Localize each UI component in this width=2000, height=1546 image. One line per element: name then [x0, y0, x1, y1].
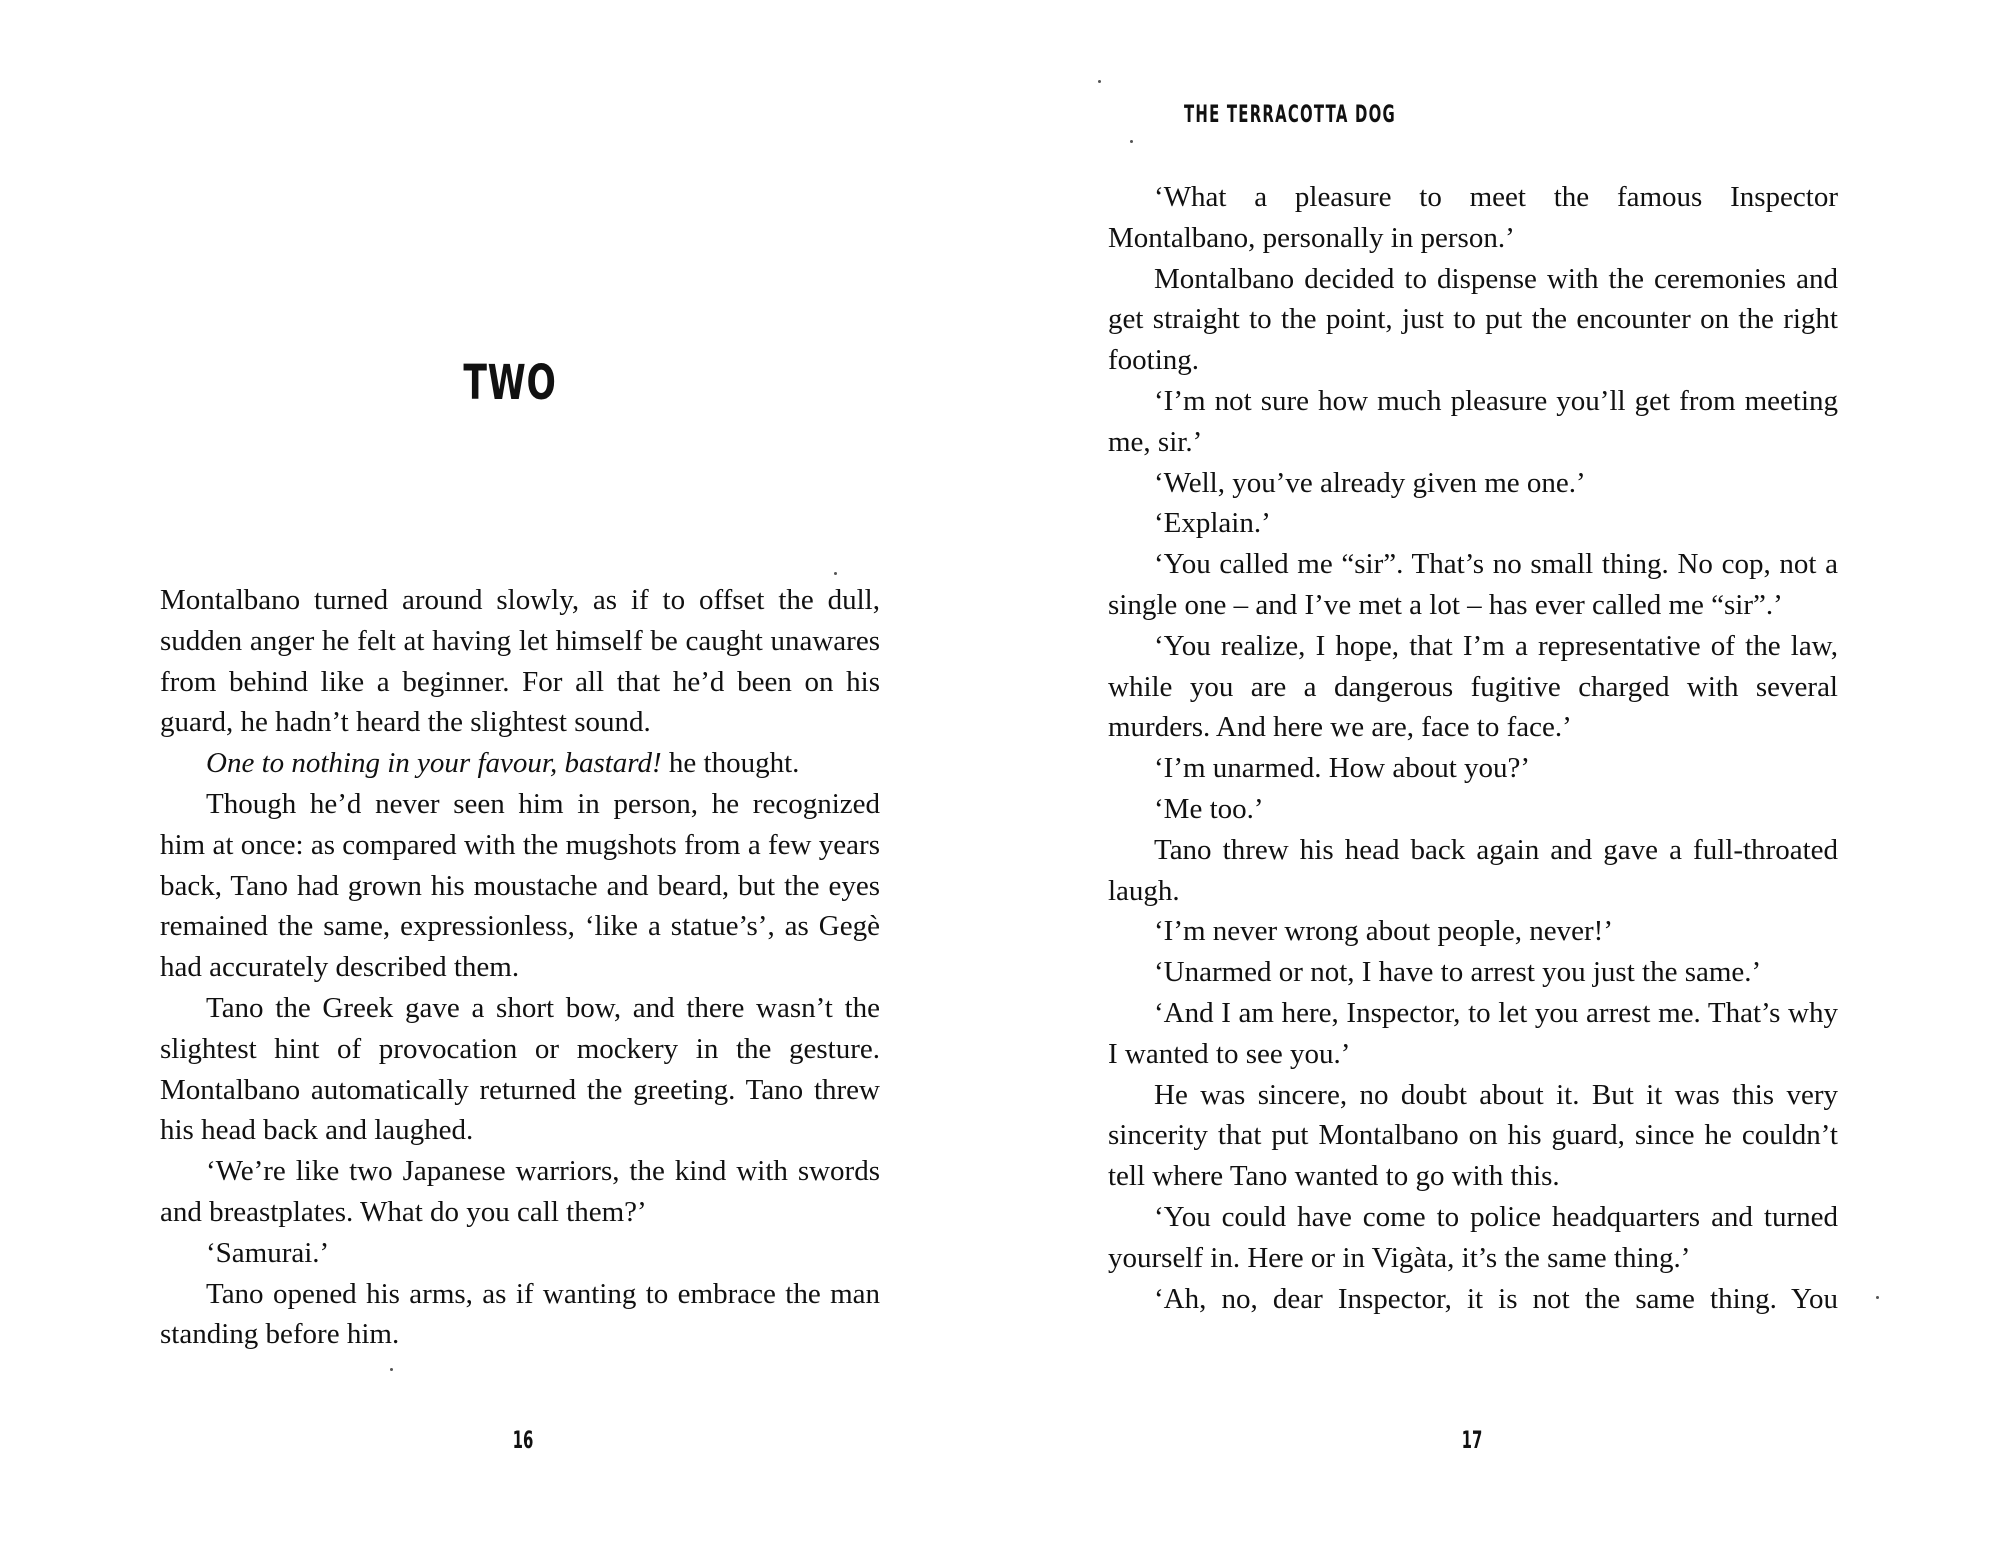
paragraph: Tano opened his arms, as if wanting to embrace the man standing before him.	[160, 1277, 880, 1351]
scan-speck	[1098, 80, 1101, 83]
paragraph: ‘And I am here, Inspector, to let you arrest me. That’s why I wanted to see you.’	[1108, 996, 1838, 1070]
scan-speck	[1130, 140, 1133, 143]
paragraph: ‘I’m never wrong about people, never!’	[1154, 915, 1613, 948]
paragraph: ‘You could have come to police headquarters and turned yourself in. Here or in Vigàta, it’s the same thing.’	[1108, 1200, 1838, 1274]
page-number-right: 17	[1461, 1426, 1483, 1454]
page-number-left: 16	[512, 1426, 534, 1454]
paragraph: Tano the Greek gave a short bow, and there wasn’t the slightest hint of provocation or mockery in the gesture. Montalbano automatically returned the greeting. Tano threw his head back and laughed.	[160, 991, 880, 1147]
paragraph: ‘You realize, I hope, that I’m a representative of the law, while you are a dangerous fugitive charged with several murders. And here we are, face to face.’	[1108, 629, 1838, 744]
paragraph: Montalbano turned around slowly, as if to offset the dull, sudden anger he felt at having let himself be caught unawares from behind like a beginner. For all that he’d been on his guard, he hadn’t heard the slightest sound.	[160, 584, 880, 739]
paragraph-tail: he thought.	[661, 747, 800, 780]
scan-speck	[1876, 1296, 1879, 1299]
paragraph: ‘We’re like two Japanese warriors, the kind with swords and breastplates. What do you call them?’	[160, 1155, 880, 1228]
paragraph: ‘Ah, no, dear Inspector, it is not the same thing. You	[1154, 1282, 1838, 1315]
paragraph: Tano threw his head back again and gave a full-throated laugh.	[1108, 833, 1838, 907]
paragraph: ‘You called me “sir”. That’s no small thing. No cop, not a single one – and I’ve met a lot – has ever called me “sir”.’	[1108, 548, 1838, 621]
left-page-body	[160, 580, 880, 1355]
running-head: THE TERRACOTTA DOG	[1184, 100, 1396, 128]
italic-thought: One to nothing in your favour, bastard!	[206, 747, 662, 780]
paragraph: He was sincere, no doubt about it. But it was this very sincerity that put Montalbano on his guard, since he couldn’t tell where Tano wanted to go with this.	[1108, 1078, 1838, 1193]
paragraph: ‘Samurai.’	[206, 1236, 330, 1269]
paragraph: ‘What a pleasure to meet the famous Inspector Montalbano, personally in person.’	[1108, 181, 1838, 254]
paragraph: ‘Explain.’	[1154, 507, 1271, 540]
paragraph	[160, 743, 880, 784]
chapter-title: TWO	[463, 355, 557, 411]
paragraph: ‘I’m not sure how much pleasure you’ll get from meeting me, sir.’	[1108, 384, 1838, 458]
paragraph: Though he’d never seen him in person, he recognized him at once: as compared with the mugshots from a few years back, Tano had grown his moustache and beard, but the eyes remained the same, expressionless, ‘like a statue’s’, as Gegè had accurately described them.	[160, 787, 880, 984]
scan-speck	[834, 572, 837, 575]
paragraph: ‘I’m unarmed. How about you?’	[1154, 752, 1531, 785]
right-page-body	[1108, 177, 1838, 1319]
paragraph: ‘Well, you’ve already given me one.’	[1154, 466, 1586, 499]
scan-speck	[390, 1368, 393, 1371]
paragraph: ‘Unarmed or not, I have to arrest you just the same.’	[1154, 956, 1762, 989]
paragraph: Montalbano decided to dispense with the ceremonies and get straight to the point, just to put the encounter on the right footing.	[1108, 262, 1838, 377]
paragraph: ‘Me too.’	[1154, 792, 1264, 825]
